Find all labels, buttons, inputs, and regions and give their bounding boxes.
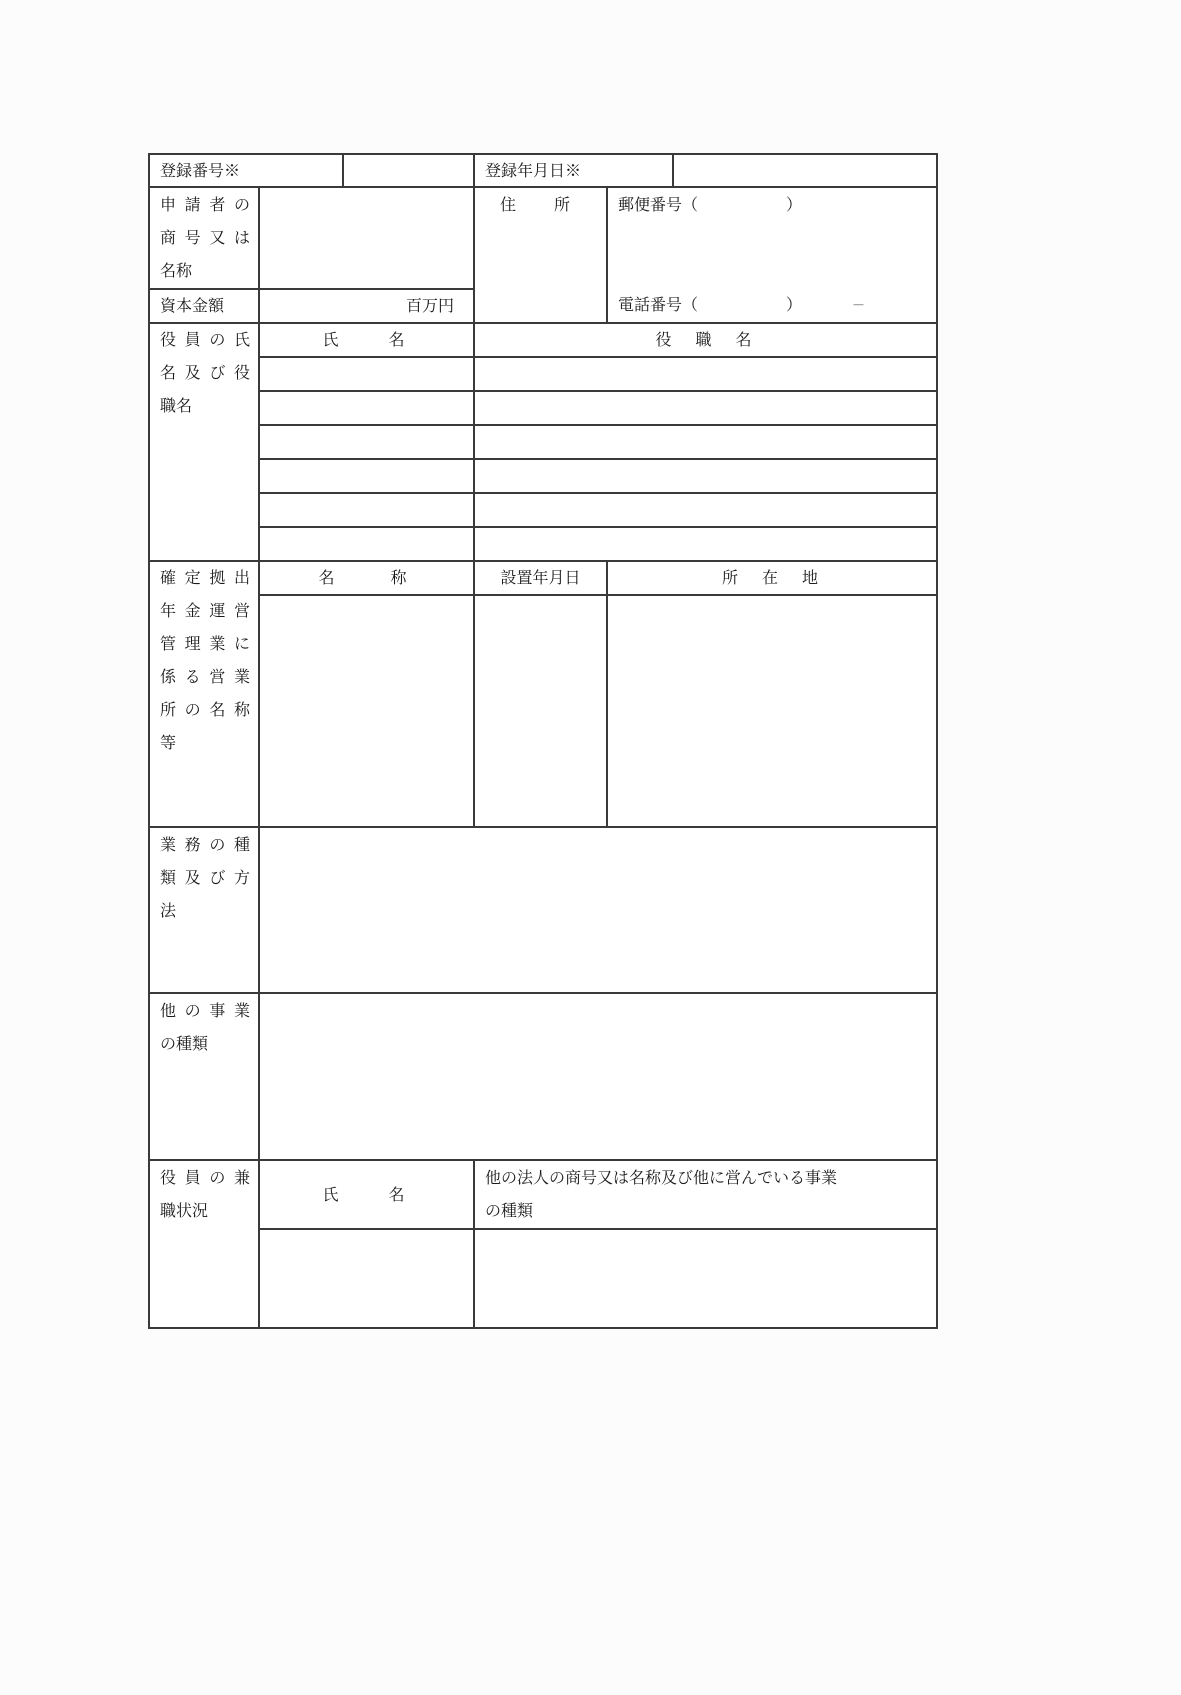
- officer-name-field[interactable]: [260, 460, 473, 492]
- officer-title-field[interactable]: [475, 392, 936, 424]
- offices-label: [160, 561, 250, 759]
- label-line: 役員の氏: [160, 330, 250, 349]
- concurrent-other-header-line1: 他の法人の商号又は名称及び他に営んでいる事業: [485, 1168, 838, 1187]
- capital-unit: 百万円: [406, 296, 455, 315]
- label-line: 管理業に: [160, 634, 250, 653]
- label-line: 申請者の: [160, 195, 250, 214]
- label-line: 等: [160, 733, 177, 752]
- registration-date-label: 登録年月日※: [485, 161, 582, 180]
- other-business-field[interactable]: [260, 995, 936, 1159]
- divider: [606, 187, 608, 322]
- capital-field[interactable]: [260, 290, 400, 322]
- label-line: 役員の兼: [160, 1168, 250, 1187]
- label-line: 他の事業: [160, 1001, 250, 1020]
- phone-dash: —: [853, 298, 864, 311]
- registration-date-field[interactable]: [674, 155, 935, 186]
- divider: [473, 153, 475, 187]
- officer-title-header: 役 職 名: [655, 330, 756, 349]
- capital-label: 資本金額: [160, 296, 225, 315]
- label-line: の種類: [160, 1034, 209, 1053]
- officer-name-field[interactable]: [260, 358, 473, 390]
- divider: [148, 826, 938, 828]
- concurrent-posts-label: [160, 1161, 250, 1227]
- label-line: 商号又は: [160, 228, 250, 247]
- applicant-name-label: [160, 188, 250, 287]
- border-right: [936, 153, 938, 1329]
- officer-name-field[interactable]: [260, 528, 473, 560]
- officer-title-field[interactable]: [475, 358, 936, 390]
- officer-title-field[interactable]: [475, 426, 936, 458]
- officer-name-field[interactable]: [260, 426, 473, 458]
- label-line: 名称: [160, 261, 193, 280]
- phone-close: ）: [786, 295, 803, 314]
- postal-code-close: ）: [786, 195, 803, 214]
- address-field[interactable]: [610, 223, 932, 285]
- border-bottom: [148, 1327, 938, 1329]
- concurrent-name-field[interactable]: [260, 1230, 473, 1327]
- registration-form: [148, 153, 938, 1328]
- office-location-header: 所 在 地: [721, 568, 822, 587]
- concurrent-name-header: 氏 名: [322, 1185, 411, 1204]
- office-established-header: 設置年月日: [500, 568, 581, 587]
- label-line: 職名: [160, 396, 193, 415]
- label-line: 年金運営: [160, 601, 250, 620]
- label-line: 業務の種: [160, 835, 250, 854]
- postal-code-label: 郵便番号（: [618, 195, 699, 214]
- applicant-name-field[interactable]: [260, 188, 473, 288]
- officer-name-field[interactable]: [260, 392, 473, 424]
- label-line: 職状況: [160, 1201, 209, 1220]
- officer-name-header: 氏 名: [322, 330, 411, 349]
- postal-code-field[interactable]: [708, 191, 770, 219]
- divider: [148, 992, 938, 994]
- business-methods-field[interactable]: [260, 829, 936, 992]
- office-established-field[interactable]: [475, 596, 606, 826]
- label-line: 係る営業: [160, 667, 250, 686]
- concurrent-other-header-line2: の種類: [485, 1201, 534, 1220]
- label-line: 所の名称: [160, 700, 250, 719]
- phone-field[interactable]: [708, 291, 770, 319]
- border-left: [148, 153, 150, 1329]
- concurrent-other-field[interactable]: [475, 1230, 936, 1327]
- label-line: 類及び方: [160, 868, 250, 887]
- office-location-field[interactable]: [608, 596, 936, 826]
- registration-number-field[interactable]: [344, 155, 472, 186]
- officer-title-field[interactable]: [475, 460, 936, 492]
- address-label: 住 所: [500, 195, 573, 214]
- business-methods-label: [160, 828, 250, 927]
- office-name-field[interactable]: [260, 596, 473, 826]
- label-line: 確定拠出: [160, 568, 250, 587]
- officer-title-field[interactable]: [475, 528, 936, 560]
- phone-label: 電話番号（: [618, 295, 699, 314]
- divider: [473, 187, 475, 322]
- officer-name-field[interactable]: [260, 494, 473, 526]
- label-line: 法: [160, 901, 177, 920]
- registration-number-label: 登録番号※: [160, 161, 241, 180]
- label-line: 名及び役: [160, 363, 250, 382]
- officer-title-field[interactable]: [475, 494, 936, 526]
- office-name-header: 名 称: [318, 568, 415, 587]
- other-business-label: [160, 994, 250, 1060]
- officers-label: [160, 323, 250, 422]
